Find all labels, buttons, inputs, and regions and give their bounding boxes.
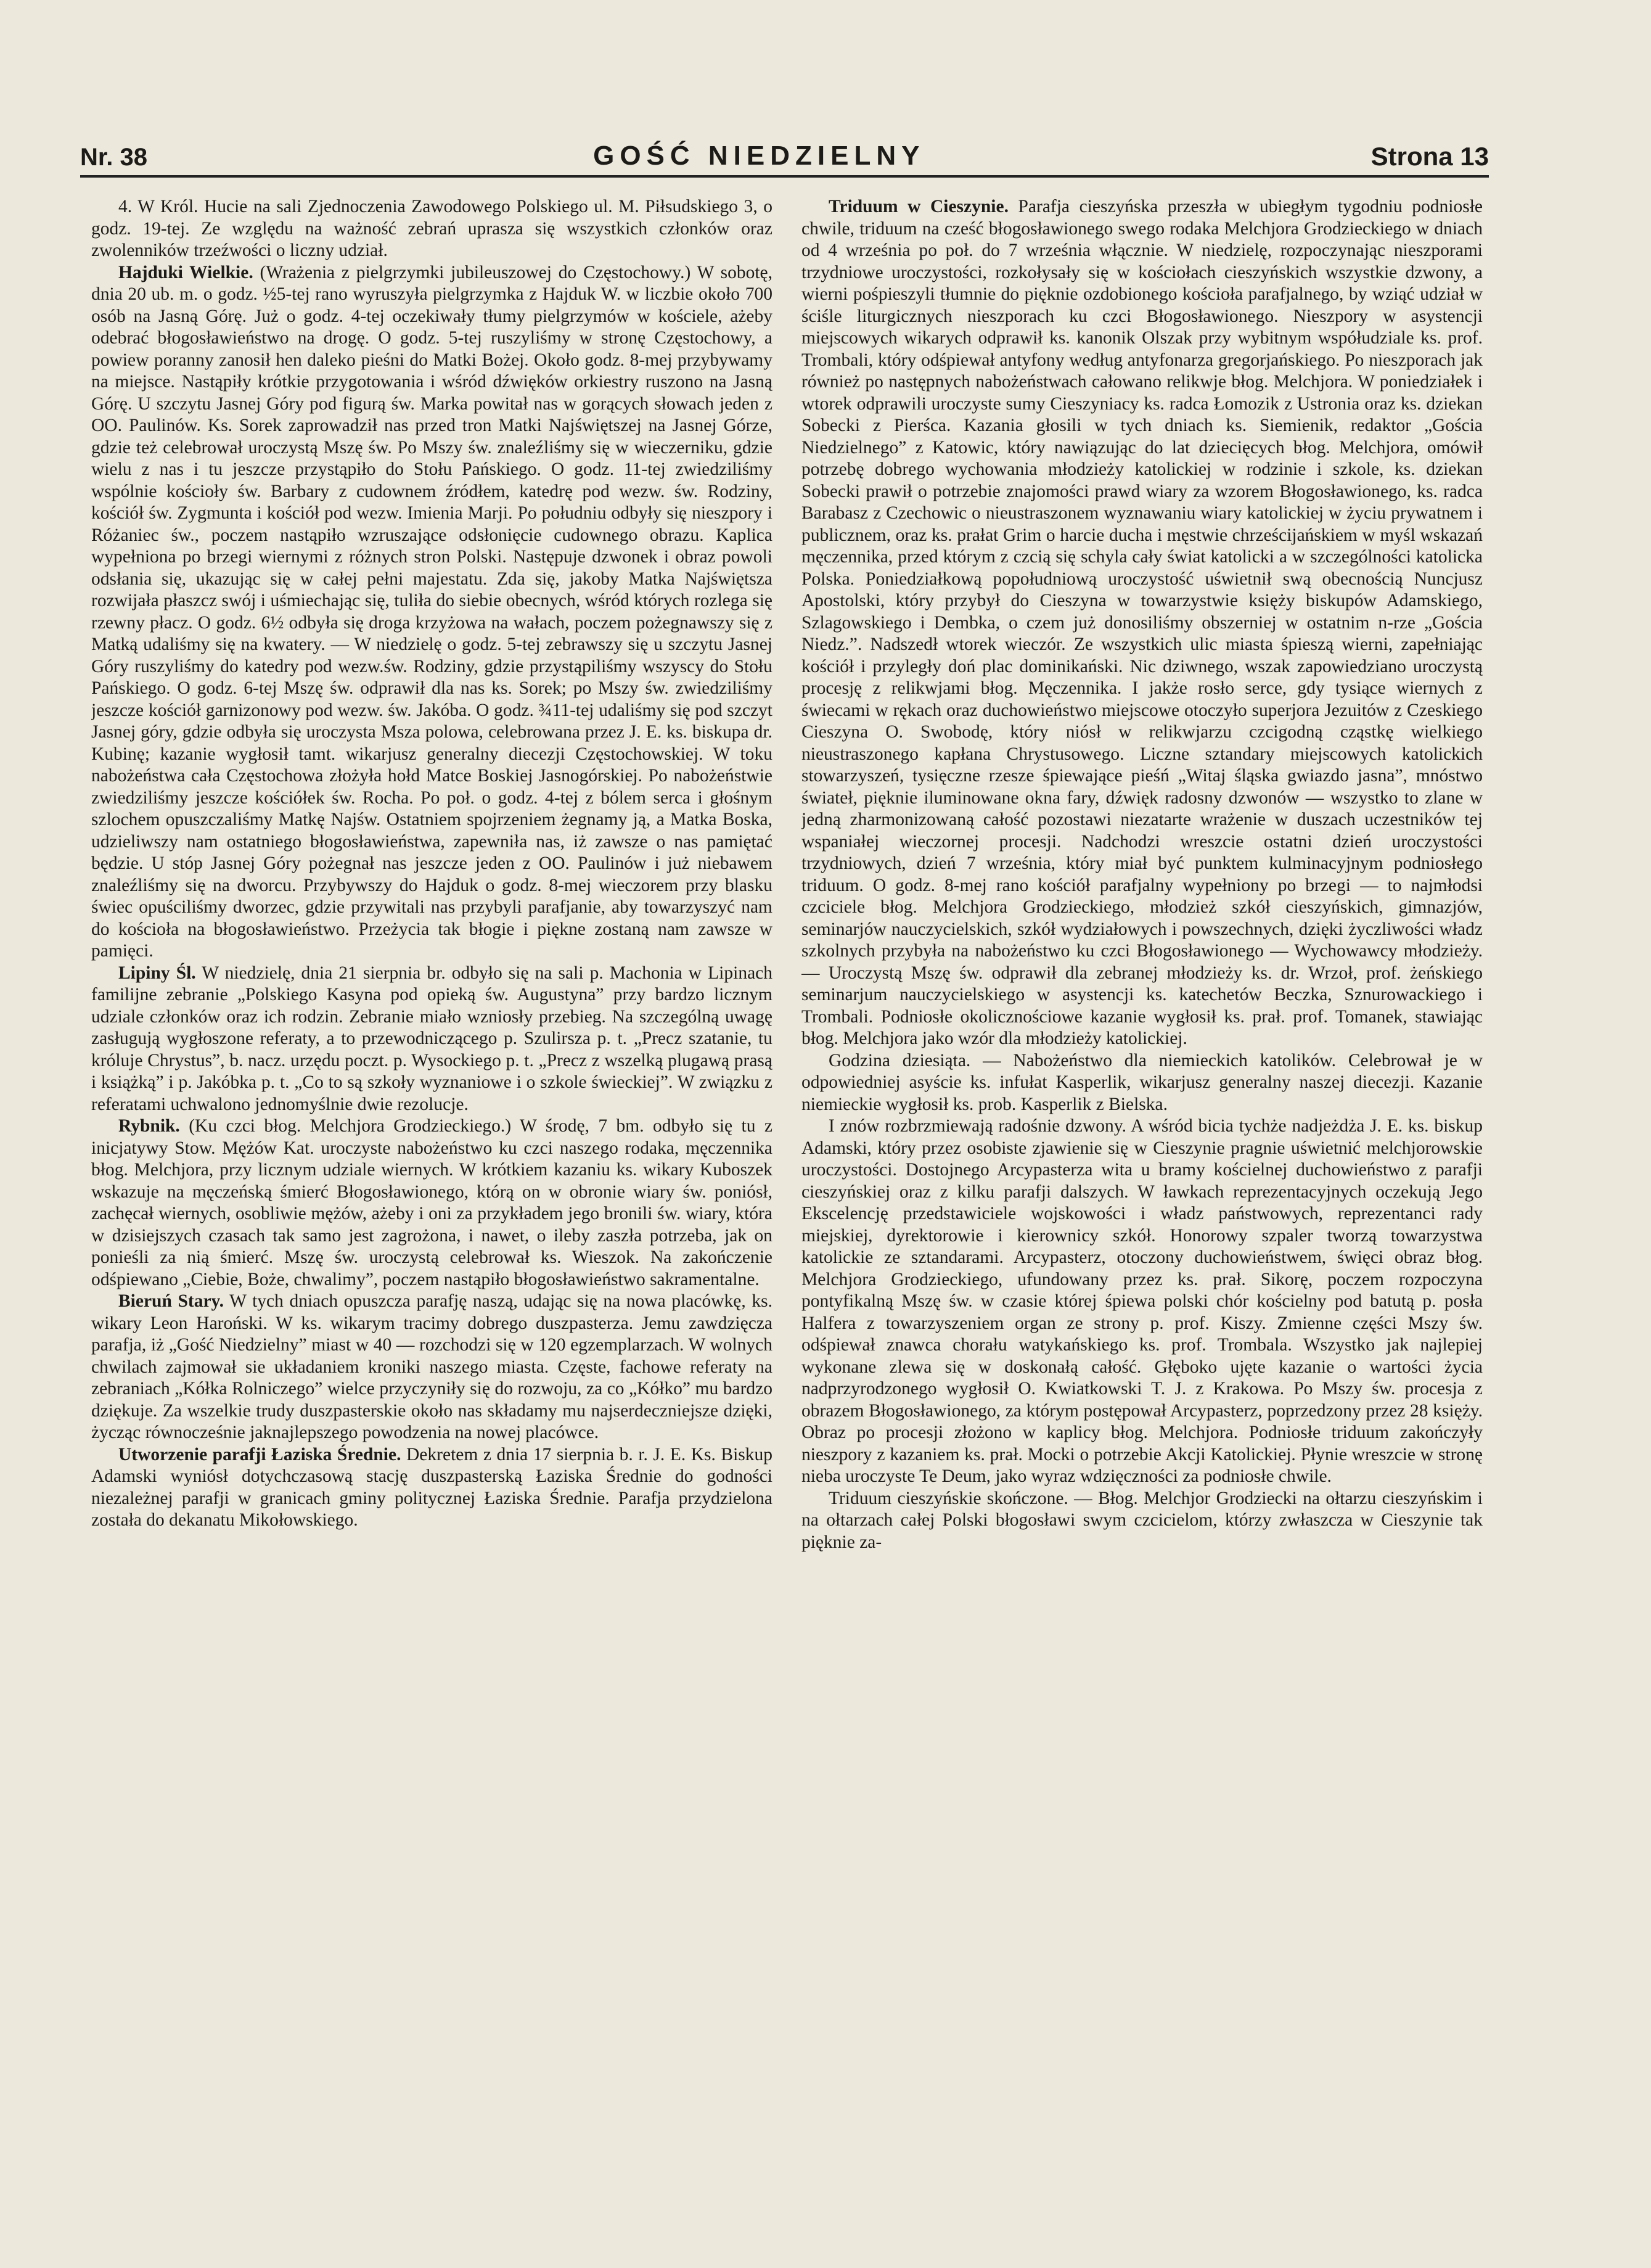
article-heading: Utworzenie parafji Łaziska Średnie. <box>118 1444 401 1465</box>
article-text: W niedzielę, dnia 21 sierpnia br. odbyło się na sali p. Machonia w Lipinach familijne zebranie „Polskiego Kasyna pod opieką św. Augustyna” przy bardzo licznym udziale członków oraz ich rodzin. Zebranie miało wzniosły przebieg. Na szczególną uwagę zasługują wygłoszone referaty, a to przewodniczącego p. Szulirsza p. t. „Precz szatanie, tu króluje Chrystus”, b. nacz. urzędu poczt. p. Wysockiego p. t. „Precz z wszelką plugawą prasą i książką” i p. Jakóbka p. t. „Co to są szkoły wyznaniowe i o szkole świeckiej”. W związku z referatami uchwalono jednomyślnie dwie rezolucje. <box>91 963 772 1114</box>
page-number: Strona 13 <box>1370 142 1489 171</box>
article-heading: Hajduki Wielkie. <box>118 262 253 282</box>
article-paragraph <box>801 1050 1483 1116</box>
article-text: (Ku czci błog. Melchjora Grodzieckiego.) W środę, 7 bm. odbyło się tu z inicjatywy Stow. Mężów Kat. uroczyste nabożeństwo ku czci naszego rodaka, męczennika błog. Melchjora, przy licznym udziale wiernych. W krótkiem kazaniu ks. wikary Kuboszek wskazuje na męczeńską śmierć Błogosławionego, którą on w obronie wiary św. poniósł, zachęcał wiernych, osobliwie mężów, ażeby i oni za przykładem jego bronili św. wiary, która w dzisiejszych czasach tak samo jest zagrożona, i nawet, o ileby zaszła potrzeba, jak on ponieśli za nią śmierć. Mszę św. uroczystą celebrował ks. Wieszok. Na zakończenie odśpiewano „Ciebie, Boże, chwalimy”, poczem nastąpiło błogosławieństwo sakramentalne. <box>91 1116 772 1289</box>
article-text: Dekretem z dnia 17 sierpnia b. r. J. E. Ks. Biskup Adamski wyniósł dotychczasową stację duszpasterską Łaziska Średnie do godności niezależnej parafji w granicach gminy politycznej Łaziska Średnie. Parafja przydzielona została do dekanatu Mikołowskiego. <box>91 1444 772 1530</box>
article-heading: Rybnik. <box>118 1116 180 1136</box>
article-paragraph <box>91 262 772 963</box>
article-heading: Triduum w Cieszynie. <box>829 197 1009 216</box>
article-text: 4. W Król. Hucie na sali Zjednoczenia Zawodowego Polskiego ul. M. Piłsudskiego 3, o godz. 19-tej. Ze względu na ważność zebrań uprasza się wszystkich członków oraz zwolenników trzeźwości o liczny udział. <box>91 197 772 260</box>
page-header <box>80 134 1489 171</box>
article-text: I znów rozbrzmiewają radośnie dzwony. A wśród bicia tychże nadjeżdża J. E. ks. biskup Adamski, który przez osobiste zjawienie się w Cieszynie pragnie uświetnić melchjorowskie uroczystości. Dostojnego Arcypasterza wita u bramy kościelnej duchowieństwo z parafji cieszyńskiej oraz z kilku parafji dalszych. W ławkach reprezentacyjnych oczekują Jego Ekscelencję przedstawiciele wojskowości i władz państwowych, reprezentanci rady miejskiej, dyrektorowie i kierownicy szkół. Honorowy szpaler tworzą towarzystwa katolickie ze sztandarami. Arcypasterz, otoczony duchowieństwem, święci obraz błog. Melchjora Grodzieckiego, ufundowany przez ks. prał. Sikorę, poczem rozpoczyna pontyfikalną Mszę św. w czasie której śpiewa polski chór kościelny pod batutą p. posła Halfera z towarzyszeniem organ ze strony p. prof. Kiszy. Zmienne części Mszy św. odśpiewał znawca chorału watykańskiego ks. prof. Trombala. Wszystko jak najlepiej wykonane zlewa się w doskonałą całość. Głęboko ujęte kazanie o wartości życia nadprzyrodzonego wygłosił O. Kwiatkowski T. J. z Krakowa. Po Mszy św. procesja z obrazem Błogosławionego, za którym postępował Arcypasterz, poprzedzony przez 28 księży. Obraz po procesji złożono w kaplicy błog. Melchjora. Podniosłe triduum zakończyły nieszpory z kazaniem ks. prał. Mocki o potrzebie Akcji Katolickiej. Płynie wreszcie w stronę nieba uroczyste Te Deum, jako wyraz wdzięczności za podniosłe chwile. <box>801 1116 1483 1486</box>
article-paragraph <box>91 1444 772 1532</box>
article-paragraph <box>801 1116 1483 1488</box>
article-text: Parafja cieszyńska przeszła w ubiegłym tygodniu podniosłe chwile, triduum na cześć błogosławionego swego rodaka Melchjora Grodzieckiego w dniach od 4 września po poł. do 7 września włącznie. W niedzielę, rozpoczynając nieszporami trzydniowe uroczystości, rozkołysały się w kościołach cieszyńskich wszystkie dzwony, a wierni pośpieszyli tłumnie do pięknie ozdobionego kościoła parafjalnego, by wziąć udział w ściśle liturgicznych nieszporach ku czci Błogosławionego. Nieszpory w asystencji miejscowych wikarych odprawił ks. kanonik Olszak przy wybitnym współudziale ks. prof. Trombali, który odśpiewał antyfony według antyfonarza gregorjańskiego. Po nieszporach jak również po następnych nabożeństwach całowano relikwje błog. Melchjora. W poniedziałek i wtorek odprawili uroczyste sumy Cieszyniacy ks. radca Łomozik z Ustronia oraz ks. dziekan Sobecki z Pierśca. Kazania głosili w tych dniach ks. Siemienik, redaktor „Gościa Niedzielnego” z Katowic, który nawiązując do lat dziecięcych błog. Melchjora, omówił potrzebę dobrego wychowania młodzieży katolickiej w rodzinie i szkole, ks. dziekan Sobecki prawił o potrzebie znajomości prawd wiary za wzorem Błogosławionego, ks. radca Barabasz z Czechowic o nieustraszonem wyznawaniu wiary katolickiej w życiu prywatnem i publicznem, oraz ks. prałat Grim o harcie ducha i męstwie chrześcijańskiem w myśl wskazań męczennika, przed którym z czcią się schyla cały świat katolicki a w szczególności katolicka Polska. Poniedziałkową popołudniową uroczystość uświetnił swą obecnością Nuncjusz Apostolski, który przybył do Cieszyna w towarzystwie księży biskupów Adamskiego, Szlagowskiego i Dembka, o czem już donosiliśmy obszerniej w ostatnim n-rze „Gościa Niedz.”. Nadszedł wtorek wieczór. Ze wszystkich ulic miasta śpieszą wierni, zapełniając kościół i przyległy doń plac dominikański. Nic dziwnego, wszak zapowiedziano uroczystą procesję z relikwjami błog. Męczennika. I jakże rosło serce, gdy tysiące wiernych z świecami w rękach oraz duchowieństwo miejscowe otoczyło superjora Jezuitów z Czeskiego Cieszyna O. Swobodę, który niósł w relikwjarzu czcigodną cząstkę wielkiego nieustraszonego kapłana Chrystusowego. Liczne sztandary miejscowych katolickich stowarzyszeń, tysięczne rzesze śpiewające pieśń „Witaj śląska gwiazdo jasna”, mnóstwo świateł, pięknie iluminowane okna fary, dźwięk radosny dzwonów — wszystko to zlane w jedną zharmonizowaną całość pozostawi niezatarte wrażenie w duszach uczestników tej wspaniałej wieczornej procesji. Nadchodzi wreszcie ostatni dzień uroczystości trzydniowych, dzień 7 września, który miał być punktem kulminacyjnym podniosłego triduum. O godz. 8-mej rano kościół parafjalny wypełniony po brzegi — to najmłodsi czciciele błog. Melchjora Grodzieckiego, młodzież szkół cieszyńskich, gimnazjów, seminarjów nauczycielskich, szkół wydziałowych i powszechnych, dzięki życzliwości władz szkolnych przybyła na nabożeństwo ku czci Błogosławionego — Wychowawcy młodzieży. — Uroczystą Mszę św. odprawił dla zebranej młodzieży ks. dr. Wrzoł, prof. żeńskiego seminarjum nauczycielskiego w asystencji ks. katechetów Beczka, Sznurowackiego i Trombali. Podniosłe okolicznościowe kazanie wygłosił ks. prał. prof. Tomanek, stawiając błog. Melchjora jako wzór dla młodzieży katolickiej. <box>801 197 1483 1048</box>
newspaper-title: GOŚĆ NIEDZIELNY <box>593 141 925 171</box>
header-rule <box>80 175 1489 178</box>
article-paragraph <box>801 1488 1483 1554</box>
article-paragraph <box>91 196 772 262</box>
article-heading: Bieruń Stary. <box>118 1291 224 1311</box>
left-column <box>91 196 772 2225</box>
right-column <box>801 196 1483 2225</box>
article-paragraph <box>91 1291 772 1444</box>
article-paragraph <box>91 963 772 1116</box>
issue-number: Nr. 38 <box>80 144 147 171</box>
article-text: (Wrażenia z pielgrzymki jubileuszowej do Częstochowy.) W sobotę, dnia 20 ub. m. o godz. ½5-tej rano wyruszyła pielgrzymka z Hajduk W. w liczbie około 700 osób na Jasną Górę. Już o godz. 4-tej oczekiwały tłumy pielgrzymów w kościele, ażeby odebrać błogosławieństwo na drogę. O godz. 5-tej ruszyliśmy w stronę Częstochowy, a powiew poranny zanosił hen daleko pieśni do Matki Bożej. Około godz. 8-mej przybywamy na miejsce. Nastąpiły krótkie przygotowania i wśród dźwięków orkiestry ruszono na Jasną Górę. U szczytu Jasnej Góry pod figurą św. Marka powitał nas w gorących słowach jeden z OO. Paulinów. Ks. Sorek zaprowadził nas przed tron Matki Najświętszej na Jasnej Górze, gdzie też celebrował uroczystą Mszę św. Po Mszy św. znaleźliśmy się w wieczerniku, gdzie wielu z nas i tu jeszcze przystąpiło do Stołu Pańskiego. O godz. 11-tej zwiedziliśmy wspólnie kościoły św. Barbary z cudownem źródłem, katedrę pod wezw. św. Rodziny, kościół św. Zygmunta i kościół pod wezw. Imienia Marji. Po południu odbyły się nieszpory i Różaniec św., poczem nastąpiło wzruszające odsłonięcie cudownego obrazu. Kaplica wypełniona po brzegi wiernymi z różnych stron Polski. Następuje dzwonek i obraz powoli odsłania się, ukazując się w całej pełni majestatu. Zda się, jakoby Matka Najświętsza rozwijała płaszcz swój i uśmiechając się, tuliła do siebie obecnych, wśród których rozlega się rzewny płacz. O godz. 6½ odbyła się droga krzyżowa na wałach, poczem pożegnawszy się z Matką udaliśmy się na kwatery. — W niedzielę o godz. 5-tej zebrawszy się u szczytu Jasnej Góry ruszyliśmy do katedry pod wezw.św. Rodziny, gdzie przystąpiliśmy wszyscy do Stołu Pańskiego. O godz. 6-tej Mszę św. odprawił dla nas ks. Sorek; po Mszy św. zwiedziliśmy jeszcze kościół garnizonowy pod wezw. św. Jakóba. O godz. ¾11-tej udaliśmy się pod szczyt Jasnej góry, gdzie odbyła się uroczysta Msza polowa, celebrowana przez J. E. ks. biskupa dr. Kubinę; kazanie wygłosił tamt. wikarjusz generalny diecezji Częstochowskiej. W toku nabożeństwa cała Częstochowa złożyła hołd Matce Boskiej Jasnogórskiej. Po nabożeństwie zwiedziliśmy jeszcze kościółek św. Rocha. Po poł. o godz. 4-tej z bólem serca i głośnym szlochem opuszczaliśmy Matkę Najśw. Ostatniem spojrzeniem żegnamy ją, a Matka Boska, udzieliwszy nam ostatniego błogosławieństwa, zapewniła nas, iż zawsze o nas pamiętać będzie. U stóp Jasnej Góry pożegnał nas jeszcze jeden z OO. Paulinów i już niebawem znaleźliśmy się na dworcu. Przybywszy do Hajduk o godz. 8-mej wieczorem przy blasku świec opuściliśmy dworzec, gdzie przywitali nas przybyli parafjanie, aby towarzyszyć nam do kościoła na błogosławieństwo. Przeżycia tak błogie i piękne zostaną nam zawsze w pamięci. <box>91 262 772 961</box>
article-paragraph <box>801 196 1483 1050</box>
article-text: Godzina dziesiąta. — Nabożeństwo dla niemieckich katolików. Celebrował je w odpowiedniej asyście ks. infułat Kasperlik, wikarjusz generalny naszej diecezji. Kazanie niemieckie wygłosił ks. prob. Kasperlik z Bielska. <box>801 1050 1483 1114</box>
article-text: W tych dniach opuszcza parafję naszą, udając się na nowa placówkę, ks. wikary Leon Haroński. W ks. wikarym tracimy dobrego duszpasterza. Jemu zawdzięcza parafja, iż „Gość Niedzielny” miast w 40 — rozchodzi się w 120 egzemplarzach. W wolnych chwilach zajmował sie układaniem kroniki naszego miasta. Częste, fachowe referaty na zebraniach „Kółka Rolniczego” wielce przyczyniły się do rozwoju, za co „Kółko” mu bardzo dziękuje. Za wszelkie trudy duszpasterskie około nas składamy mu najserdeczniejsze dzięki, życząc równocześnie jaknajlepszego powodzenia na nowej placówce. <box>91 1291 772 1442</box>
article-heading: Lipiny Śl. <box>118 963 196 983</box>
article-text: Triduum cieszyńskie skończone. — Błog. Melchjor Grodziecki na ołtarzu cieszyńskim i na ołtarzach całej Polski błogosławi swym czcicielom, którzy zwłaszcza w Cieszynie tak pięknie za- <box>801 1488 1483 1552</box>
article-paragraph <box>91 1116 772 1291</box>
